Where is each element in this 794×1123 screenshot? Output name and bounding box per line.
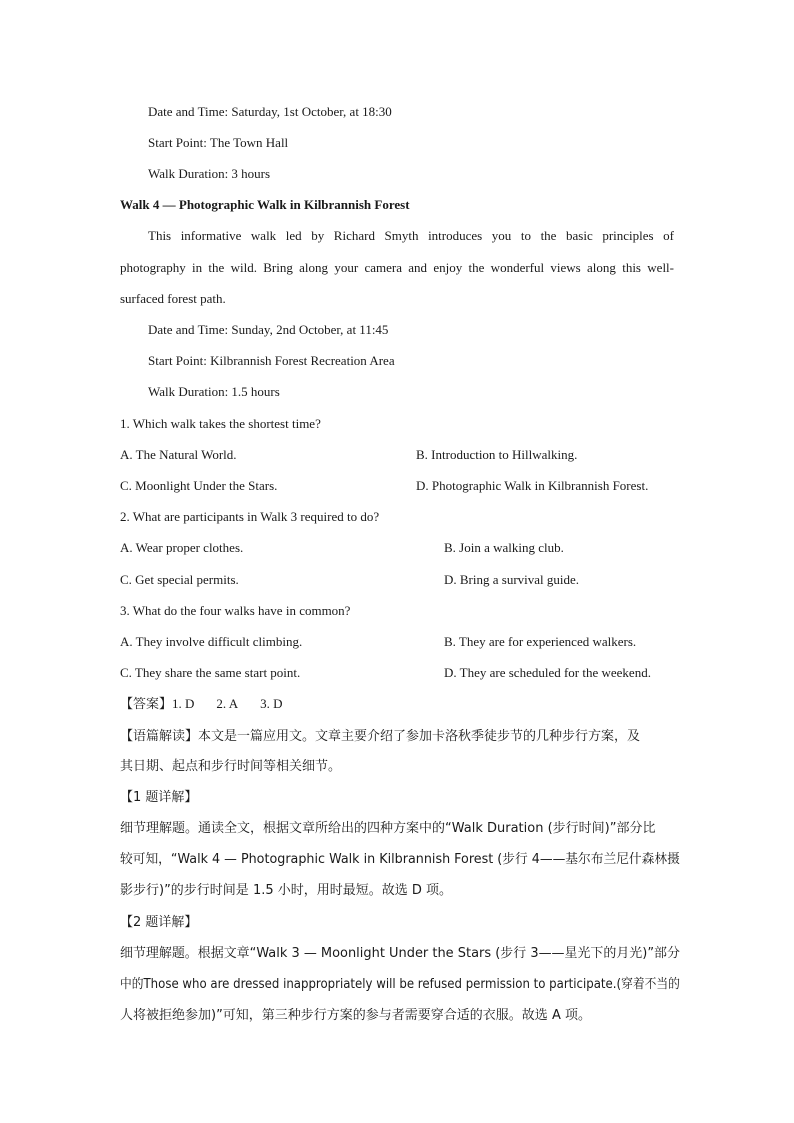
walk4-title: Walk 4 — Photographic Walk in Kilbrannish Forest: [120, 197, 410, 212]
walk3-start-point: Start Point: The Town Hall: [148, 135, 289, 150]
question-1-option-b: B. Introduction to Hillwalking.: [416, 447, 578, 462]
question-3-option-d: D. They are scheduled for the weekend.: [444, 665, 651, 680]
walk4-date-time: Date and Time: Sunday, 2nd October, at 11:45: [148, 322, 389, 337]
walk4-start-point: Start Point: Kilbrannish Forest Recreation Area: [148, 353, 395, 368]
answer-label: 【答案】: [120, 697, 173, 712]
question-2-option-d: D. Bring a survival guide.: [444, 572, 580, 587]
question-3-option-a: A. They involve difficult climbing.: [120, 634, 303, 649]
question-2-option-a: A. Wear proper clothes.: [120, 540, 244, 555]
walk3-date-time: Date and Time: Saturday, 1st October, at 18:30: [148, 104, 392, 119]
q2-explain-line2: 中的Those who are dressed inappropriately will be refused permission to participate.(穿着不当的: [120, 977, 680, 992]
question-1-option-a: A. The Natural World.: [120, 447, 237, 462]
q1-explain-label: 【1 题详解】: [120, 790, 198, 805]
question-3-option-c: C. They share the same start point.: [120, 665, 301, 680]
walk4-desc-line3: surfaced forest path.: [120, 291, 226, 306]
passage-analysis-line2: 其日期、起点和步行时间等相关细节。: [120, 759, 342, 774]
answer-1: 1. D: [172, 696, 195, 711]
q2-explain-line3: 人将被拒绝参加)”可知，第三种步行方案的参与者需要穿合适的衣服。故选 A 项。: [120, 1008, 591, 1023]
q1-explain-line2: 较可知，“Walk 4 — Photographic Walk in Kilbrannish Forest (步行 4——基尔布兰尼什森林摄: [120, 852, 680, 867]
q2-explain-label: 【2 题详解】: [120, 915, 198, 930]
question-3-stem: 3. What do the four walks have in common?: [120, 603, 351, 618]
q1-explain-line1: 细节理解题。通读全文，根据文章所给出的四种方案中的“Walk Duration (步行时间)”部分比: [120, 821, 656, 836]
question-1-option-c: C. Moonlight Under the Stars.: [120, 478, 278, 493]
walk4-desc-line2: photography in the wild. Bring along your camera and enjoy the wonderful views along this well-: [120, 260, 674, 275]
passage-analysis-label: 【语篇解读】: [120, 729, 199, 744]
walk3-duration: Walk Duration: 3 hours: [148, 166, 271, 181]
passage-analysis-line1: [120, 727, 640, 746]
question-1-option-d: D. Photographic Walk in Kilbrannish Forest.: [416, 478, 649, 493]
question-2-option-c: C. Get special permits.: [120, 572, 239, 587]
answer-line: [120, 695, 282, 714]
walk4-desc-line1: This informative walk led by Richard Smyth introduces you to the basic principles of: [148, 228, 674, 243]
answer-3: 3. D: [260, 696, 283, 711]
walk4-duration: Walk Duration: 1.5 hours: [148, 384, 280, 399]
question-1-stem: 1. Which walk takes the shortest time?: [120, 416, 321, 431]
question-2-stem: 2. What are participants in Walk 3 required to do?: [120, 509, 380, 524]
question-3-option-b: B. They are for experienced walkers.: [444, 634, 637, 649]
q2-explain-line1: 细节理解题。根据文章“Walk 3 — Moonlight Under the Stars (步行 3——星光下的月光)”部分: [120, 946, 680, 961]
answer-2: 2. A: [216, 696, 239, 711]
question-2-option-b: B. Join a walking club.: [444, 540, 564, 555]
passage-analysis-text1: 本文是一篇应用文。文章主要介绍了参加卡洛秋季徒步节的几种步行方案，及: [198, 729, 641, 744]
q1-explain-line3: 影步行)”的步行时间是 1.5 小时，用时最短。故选 D 项。: [120, 883, 453, 898]
